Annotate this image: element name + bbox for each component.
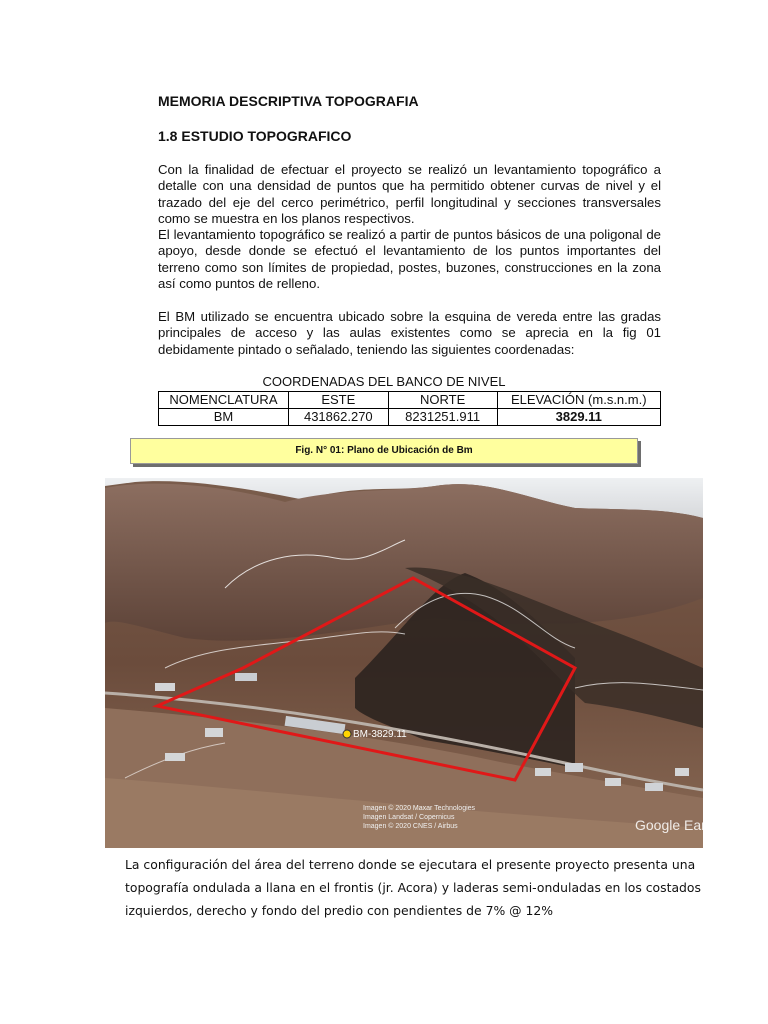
header-nomenclatura: NOMENCLATURA: [159, 392, 289, 409]
attribution-line-1: Imagen © 2020 Maxar Technologies: [363, 805, 476, 812]
figure-caption: Fig. N° 01: Plano de Ubicación de Bm: [130, 438, 638, 464]
coordinates-table: [158, 391, 661, 426]
table-row: [159, 409, 661, 426]
google-earth-logo: Google Earth: [635, 817, 718, 833]
paragraph-survey-method: El levantamiento topográfico se realizó a partir de puntos básicos de una poligonal de apoyo, desde donde se efectuó el levantamiento de los puntos importantes del terreno como son límites de propiedad, postes, buzones, construcciones en la zona así como puntos de relleno.: [158, 227, 661, 292]
cell-norte: 8231251.911: [388, 409, 497, 426]
paragraph-bm-location: El BM utilizado se encuentra ubicado sobre la esquina de vereda entre las gradas principales de acceso y las aulas existentes como se aprecia en la fig 01 debidamente pintado o señalado, teniendo las siguientes coordenadas:: [158, 309, 661, 357]
section-title: 1.8 ESTUDIO TOPOGRAFICO: [158, 128, 352, 144]
header-norte: NORTE: [388, 392, 497, 409]
satellite-image: [105, 478, 718, 848]
cell-nomenclatura: BM: [159, 409, 289, 426]
bm-marker-icon: [343, 730, 351, 738]
header-este: ESTE: [288, 392, 388, 409]
bm-label: BM-3829.11: [353, 729, 407, 740]
attribution-line-3: Imagen © 2020 CNES / Airbus: [363, 823, 458, 830]
document-heading: MEMORIA DESCRIPTIVA TOPOGRAFIA: [158, 93, 419, 109]
closing-paragraph: La configuración del área del terreno donde se ejecutara el presente proyecto presenta una topografía ondulada a llana en el frontis (jr. Acora) y laderas semi-onduladas en los costados izquierdos, derecho y fondo del predio con pendientes de 7% @ 12%: [125, 857, 701, 918]
paragraph-survey-purpose: Con la finalidad de efectuar el proyecto se realizó un levantamiento topográfico a detalle con una densidad de puntos que ha permitido obtener curvas de nivel y el trazado del eje del cerco perimétrico, perfil longitudinal y secciones transversales como se muestra en los planos respectivos.: [158, 162, 661, 227]
header-elevacion: ELEVACIÓN (m.s.n.m.): [497, 392, 660, 409]
table-caption: COORDENADAS DEL BANCO DE NIVEL: [262, 374, 506, 389]
cell-elevacion: 3829.11: [497, 409, 660, 426]
attribution-line-2: Imagen Landsat / Copernicus: [363, 814, 455, 821]
cell-este: 431862.270: [288, 409, 388, 426]
table-header-row: [159, 392, 661, 409]
